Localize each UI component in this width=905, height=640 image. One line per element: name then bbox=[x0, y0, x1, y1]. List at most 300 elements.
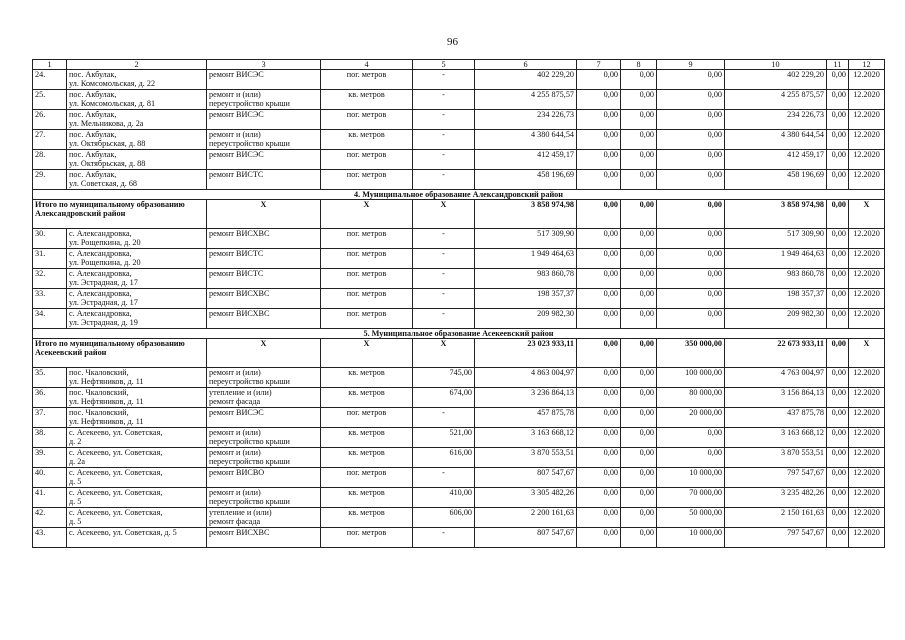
address-cell-line: пос. Чкаловский, bbox=[69, 408, 129, 417]
quantity-cell: - bbox=[413, 130, 475, 150]
address-cell bbox=[67, 488, 207, 508]
total-amount-cell: 3 858 974,98 bbox=[725, 200, 827, 229]
total-row bbox=[33, 339, 885, 368]
amount-cell: 412 459,17 bbox=[475, 150, 577, 170]
address-cell-line: ул. Нефтяников, д. 11 bbox=[69, 377, 144, 387]
work-type-cell-line: ремонт и (или) bbox=[209, 448, 261, 457]
total-cell: X bbox=[413, 339, 475, 368]
amount-cell: 0,00 bbox=[577, 130, 621, 150]
column-header: 5 bbox=[413, 60, 475, 70]
work-type-cell-line: переустройство крыши bbox=[209, 377, 290, 387]
amount-cell: 3 870 553,51 bbox=[475, 448, 577, 468]
unit-cell: пог. метров bbox=[321, 110, 413, 130]
amount-cell: 517 309,90 bbox=[475, 229, 577, 249]
row-number: 30. bbox=[33, 229, 67, 249]
quantity-cell: - bbox=[413, 468, 475, 488]
amount-cell: 0,00 bbox=[657, 309, 725, 329]
work-type-cell bbox=[207, 368, 321, 388]
amount-cell: 3 870 553,51 bbox=[725, 448, 827, 468]
amount-cell: 0,00 bbox=[577, 150, 621, 170]
total-cell: X bbox=[413, 200, 475, 229]
total-cell: X bbox=[207, 339, 321, 368]
work-type-cell-line: переустройство крыши bbox=[209, 139, 290, 149]
row-number: 25. bbox=[33, 90, 67, 110]
work-type-cell-line: ремонт и (или) bbox=[209, 368, 261, 377]
total-amount-cell: 0,00 bbox=[621, 200, 657, 229]
amount-cell: 4 763 004,97 bbox=[725, 368, 827, 388]
quantity-cell: - bbox=[413, 170, 475, 190]
work-type-cell-line: утепление и (или) bbox=[209, 388, 272, 397]
address-cell-line: ул. Нефтяников, д. 11 bbox=[69, 397, 144, 407]
address-cell-line: с. Асекеево, ул. Советская, bbox=[69, 488, 163, 497]
quantity-cell: - bbox=[413, 249, 475, 269]
address-cell bbox=[67, 269, 207, 289]
address-cell-line: пос. Акбулак, bbox=[69, 130, 117, 139]
work-type-cell bbox=[207, 468, 321, 488]
work-type-cell-line bbox=[209, 318, 318, 327]
work-type-cell-line bbox=[209, 417, 318, 426]
amount-cell: 0,00 bbox=[621, 90, 657, 110]
table-row bbox=[33, 130, 885, 150]
amount-cell: 0,00 bbox=[827, 388, 849, 408]
address-cell-line: с. Александровка, bbox=[69, 289, 132, 298]
unit-cell: пог. метров bbox=[321, 309, 413, 329]
address-cell-line: ул. Советская, д. 68 bbox=[69, 179, 138, 189]
row-number: 24. bbox=[33, 70, 67, 90]
unit-cell: пог. метров bbox=[321, 408, 413, 428]
work-type-cell-line: ремонт ВИСЭС bbox=[209, 70, 264, 79]
amount-cell: 0,00 bbox=[827, 170, 849, 190]
amount-cell: 0,00 bbox=[657, 90, 725, 110]
amount-cell: 4 863 004,97 bbox=[475, 368, 577, 388]
table-row bbox=[33, 70, 885, 90]
unit-cell: пог. метров bbox=[321, 269, 413, 289]
deadline-cell: 12.2020 bbox=[849, 229, 885, 249]
work-type-cell-line: ремонт ВИСХВС bbox=[209, 229, 270, 238]
deadline-cell: 12.2020 bbox=[849, 150, 885, 170]
section-title: 5. Муниципальное образование Асекеевский район bbox=[33, 329, 885, 339]
amount-cell: 3 305 482,26 bbox=[475, 488, 577, 508]
unit-cell: кв. метров bbox=[321, 448, 413, 468]
total-cell: X bbox=[321, 200, 413, 229]
amount-cell: 412 459,17 bbox=[725, 150, 827, 170]
amount-cell: 0,00 bbox=[577, 269, 621, 289]
address-cell bbox=[67, 110, 207, 130]
amount-cell: 0,00 bbox=[577, 408, 621, 428]
address-cell-line: с. Александровка, bbox=[69, 269, 132, 278]
amount-cell: 0,00 bbox=[577, 388, 621, 408]
amount-cell: 198 357,37 bbox=[725, 289, 827, 309]
unit-cell: пог. метров bbox=[321, 528, 413, 548]
amount-cell: 0,00 bbox=[827, 90, 849, 110]
address-cell-line: ул. Рощепкина, д. 20 bbox=[69, 258, 141, 268]
address-cell-line: д. 5 bbox=[69, 497, 82, 507]
total-cell: X bbox=[849, 339, 885, 368]
work-type-cell-line: ремонт фасада bbox=[209, 397, 261, 407]
table-row bbox=[33, 408, 885, 428]
work-type-cell bbox=[207, 150, 321, 170]
address-cell bbox=[67, 468, 207, 488]
work-type-cell-line: ремонт ВИСВО bbox=[209, 468, 265, 477]
row-number: 37. bbox=[33, 408, 67, 428]
deadline-cell: 12.2020 bbox=[849, 269, 885, 289]
table-row bbox=[33, 110, 885, 130]
amount-cell: 0,00 bbox=[577, 229, 621, 249]
total-amount-cell: 23 023 933,11 bbox=[475, 339, 577, 368]
amount-cell: 797 547,67 bbox=[725, 468, 827, 488]
address-cell bbox=[67, 528, 207, 548]
unit-cell: кв. метров bbox=[321, 428, 413, 448]
address-cell-line: д. 5 bbox=[69, 477, 82, 487]
work-type-cell bbox=[207, 70, 321, 90]
address-cell-line: с. Асекеево, ул. Советская, д. 5 bbox=[69, 528, 177, 537]
work-type-cell-line: переустройство крыши bbox=[209, 457, 290, 467]
amount-cell: 402 229,20 bbox=[725, 70, 827, 90]
unit-cell: кв. метров bbox=[321, 90, 413, 110]
quantity-cell: - bbox=[413, 289, 475, 309]
address-cell bbox=[67, 150, 207, 170]
amount-cell: 0,00 bbox=[657, 150, 725, 170]
address-cell-line: с. Асекеево, ул. Советская, bbox=[69, 508, 163, 517]
work-type-cell-line: переустройство крыши bbox=[209, 99, 290, 109]
column-header: 1 bbox=[33, 60, 67, 70]
quantity-cell: 521,00 bbox=[413, 428, 475, 448]
work-type-cell bbox=[207, 388, 321, 408]
amount-cell: 0,00 bbox=[621, 170, 657, 190]
amount-cell: 3 163 668,12 bbox=[475, 428, 577, 448]
amount-cell: 458 196,69 bbox=[475, 170, 577, 190]
row-number: 32. bbox=[33, 269, 67, 289]
address-cell bbox=[67, 368, 207, 388]
row-number: 31. bbox=[33, 249, 67, 269]
section-title-row bbox=[33, 329, 885, 339]
work-type-cell bbox=[207, 488, 321, 508]
amount-cell: 209 982,30 bbox=[725, 309, 827, 329]
unit-cell: пог. метров bbox=[321, 150, 413, 170]
amount-cell: 0,00 bbox=[827, 408, 849, 428]
section-title: 4. Муниципальное образование Александровский район bbox=[33, 190, 885, 200]
amount-cell: 0,00 bbox=[577, 368, 621, 388]
deadline-cell: 12.2020 bbox=[849, 70, 885, 90]
amount-cell: 797 547,67 bbox=[725, 528, 827, 548]
total-cell: X bbox=[321, 339, 413, 368]
amount-cell: 0,00 bbox=[827, 269, 849, 289]
table-row bbox=[33, 170, 885, 190]
quantity-cell: 606,00 bbox=[413, 508, 475, 528]
work-type-cell-line: ремонт ВИСЭС bbox=[209, 110, 264, 119]
work-type-cell-line bbox=[209, 119, 318, 128]
total-amount-cell: 0,00 bbox=[577, 200, 621, 229]
address-cell bbox=[67, 508, 207, 528]
quantity-cell: - bbox=[413, 229, 475, 249]
work-type-cell bbox=[207, 170, 321, 190]
address-cell bbox=[67, 90, 207, 110]
address-cell-line: пос. Акбулак, bbox=[69, 70, 117, 79]
address-cell-line: ул. Эстрадная, д. 19 bbox=[69, 318, 138, 328]
total-row bbox=[33, 200, 885, 229]
amount-cell: 100 000,00 bbox=[657, 368, 725, 388]
amount-cell: 3 163 668,12 bbox=[725, 428, 827, 448]
table-row bbox=[33, 249, 885, 269]
table-row bbox=[33, 528, 885, 548]
quantity-cell: 410,00 bbox=[413, 488, 475, 508]
amount-cell: 3 156 864,13 bbox=[725, 388, 827, 408]
amount-cell: 0,00 bbox=[577, 170, 621, 190]
row-number: 26. bbox=[33, 110, 67, 130]
amount-cell: 0,00 bbox=[827, 150, 849, 170]
report-table bbox=[32, 59, 885, 548]
amount-cell: 0,00 bbox=[827, 110, 849, 130]
row-number: 29. bbox=[33, 170, 67, 190]
amount-cell: 0,00 bbox=[577, 428, 621, 448]
table-row bbox=[33, 269, 885, 289]
address-cell bbox=[67, 428, 207, 448]
total-amount-cell: 0,00 bbox=[827, 339, 849, 368]
address-cell-line: д. 2 bbox=[69, 437, 82, 447]
amount-cell: 0,00 bbox=[621, 70, 657, 90]
amount-cell: 0,00 bbox=[621, 110, 657, 130]
amount-cell: 0,00 bbox=[657, 249, 725, 269]
amount-cell: 457 875,78 bbox=[475, 408, 577, 428]
address-cell-line: пос. Акбулак, bbox=[69, 150, 117, 159]
work-type-cell bbox=[207, 269, 321, 289]
amount-cell: 0,00 bbox=[621, 448, 657, 468]
address-cell-line: с. Асекеево, ул. Советская, bbox=[69, 468, 163, 477]
column-header: 3 bbox=[207, 60, 321, 70]
row-number: 34. bbox=[33, 309, 67, 329]
work-type-cell bbox=[207, 130, 321, 150]
amount-cell: 402 229,20 bbox=[475, 70, 577, 90]
unit-cell: кв. метров bbox=[321, 508, 413, 528]
amount-cell: 0,00 bbox=[577, 528, 621, 548]
quantity-cell: 616,00 bbox=[413, 448, 475, 468]
table-row bbox=[33, 388, 885, 408]
amount-cell: 20 000,00 bbox=[657, 408, 725, 428]
deadline-cell: 12.2020 bbox=[849, 130, 885, 150]
work-type-cell bbox=[207, 528, 321, 548]
work-type-cell-line: ремонт и (или) bbox=[209, 488, 261, 497]
amount-cell: 983 860,78 bbox=[475, 269, 577, 289]
amount-cell: 0,00 bbox=[577, 249, 621, 269]
amount-cell: 517 309,90 bbox=[725, 229, 827, 249]
work-type-cell-line bbox=[209, 159, 318, 168]
amount-cell: 0,00 bbox=[577, 508, 621, 528]
quantity-cell: - bbox=[413, 408, 475, 428]
table-row bbox=[33, 150, 885, 170]
total-amount-cell: 350 000,00 bbox=[657, 339, 725, 368]
address-cell-line: ул. Октябрьская, д. 88 bbox=[69, 139, 146, 149]
work-type-cell bbox=[207, 90, 321, 110]
address-cell-line: д. 5 bbox=[69, 517, 82, 527]
work-type-cell-line: ремонт ВИСХВС bbox=[209, 309, 270, 318]
work-type-cell-line: ремонт ВИСЭС bbox=[209, 150, 264, 159]
row-number: 33. bbox=[33, 289, 67, 309]
total-label: Итого по муниципальному образованию Александровский район bbox=[33, 200, 207, 229]
amount-cell: 0,00 bbox=[827, 130, 849, 150]
total-amount-cell: 0,00 bbox=[827, 200, 849, 229]
quantity-cell: 674,00 bbox=[413, 388, 475, 408]
amount-cell: 0,00 bbox=[657, 170, 725, 190]
amount-cell: 4 380 644,54 bbox=[475, 130, 577, 150]
work-type-cell-line: ремонт ВИСЭС bbox=[209, 408, 264, 417]
quantity-cell: - bbox=[413, 528, 475, 548]
row-number: 36. bbox=[33, 388, 67, 408]
amount-cell: 437 875,78 bbox=[725, 408, 827, 428]
work-type-cell-line bbox=[209, 298, 318, 307]
amount-cell: 2 150 161,63 bbox=[725, 508, 827, 528]
amount-cell: 983 860,78 bbox=[725, 269, 827, 289]
amount-cell: 0,00 bbox=[577, 90, 621, 110]
amount-cell: 0,00 bbox=[657, 130, 725, 150]
address-cell bbox=[67, 170, 207, 190]
amount-cell: 0,00 bbox=[657, 110, 725, 130]
work-type-cell bbox=[207, 508, 321, 528]
amount-cell: 0,00 bbox=[577, 70, 621, 90]
deadline-cell: 12.2020 bbox=[849, 428, 885, 448]
quantity-cell: - bbox=[413, 269, 475, 289]
amount-cell: 0,00 bbox=[827, 70, 849, 90]
work-type-cell-line bbox=[209, 477, 318, 486]
address-cell-line: пос. Акбулак, bbox=[69, 110, 117, 119]
deadline-cell: 12.2020 bbox=[849, 528, 885, 548]
amount-cell: 0,00 bbox=[827, 528, 849, 548]
deadline-cell: 12.2020 bbox=[849, 289, 885, 309]
unit-cell: кв. метров bbox=[321, 130, 413, 150]
table-row bbox=[33, 488, 885, 508]
amount-cell: 0,00 bbox=[657, 229, 725, 249]
table-row bbox=[33, 90, 885, 110]
amount-cell: 0,00 bbox=[827, 249, 849, 269]
deadline-cell: 12.2020 bbox=[849, 309, 885, 329]
unit-cell: пог. метров bbox=[321, 170, 413, 190]
unit-cell: кв. метров bbox=[321, 388, 413, 408]
quantity-cell: - bbox=[413, 70, 475, 90]
column-header: 2 bbox=[67, 60, 207, 70]
amount-cell: 198 357,37 bbox=[475, 289, 577, 309]
work-type-cell bbox=[207, 448, 321, 468]
amount-cell: 0,00 bbox=[827, 468, 849, 488]
amount-cell: 3 235 482,26 bbox=[725, 488, 827, 508]
deadline-cell: 12.2020 bbox=[849, 388, 885, 408]
amount-cell: 458 196,69 bbox=[725, 170, 827, 190]
quantity-cell: - bbox=[413, 150, 475, 170]
address-cell-line: с. Асекеево, ул. Советская, bbox=[69, 428, 163, 437]
amount-cell: 0,00 bbox=[827, 508, 849, 528]
amount-cell: 2 200 161,63 bbox=[475, 508, 577, 528]
amount-cell: 0,00 bbox=[621, 289, 657, 309]
work-type-cell-line: ремонт ВИСТС bbox=[209, 269, 264, 278]
section-title-row bbox=[33, 190, 885, 200]
address-cell-line: ул. Эстрадная, д. 17 bbox=[69, 278, 138, 288]
amount-cell: 0,00 bbox=[621, 508, 657, 528]
column-header: 6 bbox=[475, 60, 577, 70]
work-type-cell-line bbox=[209, 238, 318, 247]
address-cell-line: ул. Рощепкина, д. 20 bbox=[69, 238, 141, 248]
row-number: 40. bbox=[33, 468, 67, 488]
unit-cell: пог. метров bbox=[321, 249, 413, 269]
unit-cell: пог. метров bbox=[321, 229, 413, 249]
amount-cell: 0,00 bbox=[657, 448, 725, 468]
work-type-cell bbox=[207, 309, 321, 329]
deadline-cell: 12.2020 bbox=[849, 408, 885, 428]
table-row bbox=[33, 448, 885, 468]
row-number: 39. bbox=[33, 448, 67, 468]
amount-cell: 0,00 bbox=[827, 229, 849, 249]
amount-cell: 0,00 bbox=[621, 150, 657, 170]
unit-cell: пог. метров bbox=[321, 70, 413, 90]
amount-cell: 0,00 bbox=[827, 309, 849, 329]
address-cell bbox=[67, 408, 207, 428]
address-cell-line: пос. Акбулак, bbox=[69, 90, 117, 99]
total-amount-cell: 0,00 bbox=[657, 200, 725, 229]
work-type-cell-line: ремонт ВИСХВС bbox=[209, 528, 270, 537]
address-cell-line: с. Асекеево, ул. Советская, bbox=[69, 448, 163, 457]
work-type-cell-line: утепление и (или) bbox=[209, 508, 272, 517]
amount-cell: 70 000,00 bbox=[657, 488, 725, 508]
deadline-cell: 12.2020 bbox=[849, 170, 885, 190]
amount-cell: 0,00 bbox=[621, 408, 657, 428]
amount-cell: 4 255 875,57 bbox=[725, 90, 827, 110]
quantity-cell: - bbox=[413, 90, 475, 110]
amount-cell: 0,00 bbox=[657, 428, 725, 448]
column-header: 10 bbox=[725, 60, 827, 70]
amount-cell: 0,00 bbox=[827, 448, 849, 468]
row-number: 28. bbox=[33, 150, 67, 170]
work-type-cell bbox=[207, 110, 321, 130]
header-row bbox=[33, 60, 885, 70]
row-number: 38. bbox=[33, 428, 67, 448]
amount-cell: 0,00 bbox=[621, 229, 657, 249]
amount-cell: 0,00 bbox=[577, 448, 621, 468]
amount-cell: 0,00 bbox=[621, 130, 657, 150]
amount-cell: 0,00 bbox=[577, 110, 621, 130]
table-row bbox=[33, 468, 885, 488]
deadline-cell: 12.2020 bbox=[849, 508, 885, 528]
amount-cell: 0,00 bbox=[621, 269, 657, 289]
amount-cell: 234 226,73 bbox=[475, 110, 577, 130]
amount-cell: 10 000,00 bbox=[657, 468, 725, 488]
table-row bbox=[33, 309, 885, 329]
amount-cell: 10 000,00 bbox=[657, 528, 725, 548]
unit-cell: кв. метров bbox=[321, 368, 413, 388]
amount-cell: 0,00 bbox=[827, 428, 849, 448]
amount-cell: 0,00 bbox=[621, 488, 657, 508]
work-type-cell bbox=[207, 289, 321, 309]
deadline-cell: 12.2020 bbox=[849, 468, 885, 488]
work-type-cell-line bbox=[209, 179, 318, 188]
work-type-cell-line: ремонт фасада bbox=[209, 517, 261, 527]
column-header: 7 bbox=[577, 60, 621, 70]
total-cell: X bbox=[207, 200, 321, 229]
address-cell-line: ул. Нефтяников, д. 11 bbox=[69, 417, 144, 427]
amount-cell: 0,00 bbox=[657, 269, 725, 289]
address-cell bbox=[67, 249, 207, 269]
amount-cell: 807 547,67 bbox=[475, 528, 577, 548]
work-type-cell-line: ремонт ВИСХВС bbox=[209, 289, 270, 298]
work-type-cell bbox=[207, 428, 321, 448]
address-cell-line: с. Александровка, bbox=[69, 229, 132, 238]
amount-cell: 0,00 bbox=[827, 488, 849, 508]
amount-cell: 0,00 bbox=[621, 309, 657, 329]
amount-cell: 209 982,30 bbox=[475, 309, 577, 329]
row-number: 35. bbox=[33, 368, 67, 388]
address-cell-line: ул. Комсомольская, д. 81 bbox=[69, 99, 156, 109]
amount-cell: 4 255 875,57 bbox=[475, 90, 577, 110]
page-number: 96 bbox=[447, 36, 458, 48]
address-cell-line: с. Александровка, bbox=[69, 249, 132, 258]
row-number: 41. bbox=[33, 488, 67, 508]
deadline-cell: 12.2020 bbox=[849, 488, 885, 508]
